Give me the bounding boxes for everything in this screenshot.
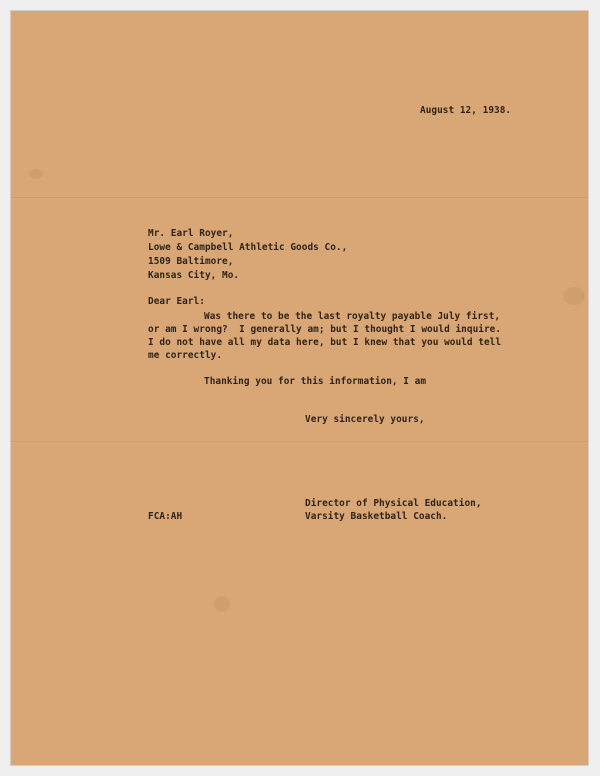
recipient-street: 1509 Baltimore, <box>148 256 234 267</box>
signature-title: Director of Physical Education, <box>305 498 482 509</box>
body-line: Thanking you for this information, I am <box>204 376 427 387</box>
recipient-company: Lowe & Campbell Athletic Goods Co., <box>148 242 348 253</box>
paper-stain <box>563 287 585 305</box>
recipient-name: Mr. Earl Royer, <box>148 228 234 239</box>
letter-page <box>11 11 588 765</box>
body-line: me correctly. <box>148 350 223 361</box>
paper-crease <box>11 197 588 198</box>
reference-initials: FCA:AH <box>148 511 183 522</box>
body-line: I do not have all my data here, but I knew that you would tell <box>148 337 502 348</box>
body-line: or am I wrong? I generally am; but I thought I would inquire. <box>148 324 502 335</box>
paper-stain <box>29 169 43 179</box>
body-line: Was there to be the last royalty payable July first, <box>204 311 501 322</box>
letter-date: August 12, 1938. <box>420 105 512 116</box>
closing: Very sincerely yours, <box>305 414 425 425</box>
signature-title: Varsity Basketball Coach. <box>305 511 448 522</box>
paper-crease <box>11 441 588 442</box>
recipient-city: Kansas City, Mo. <box>148 270 240 281</box>
salutation: Dear Earl: <box>148 296 205 307</box>
paper-stain <box>214 596 230 612</box>
